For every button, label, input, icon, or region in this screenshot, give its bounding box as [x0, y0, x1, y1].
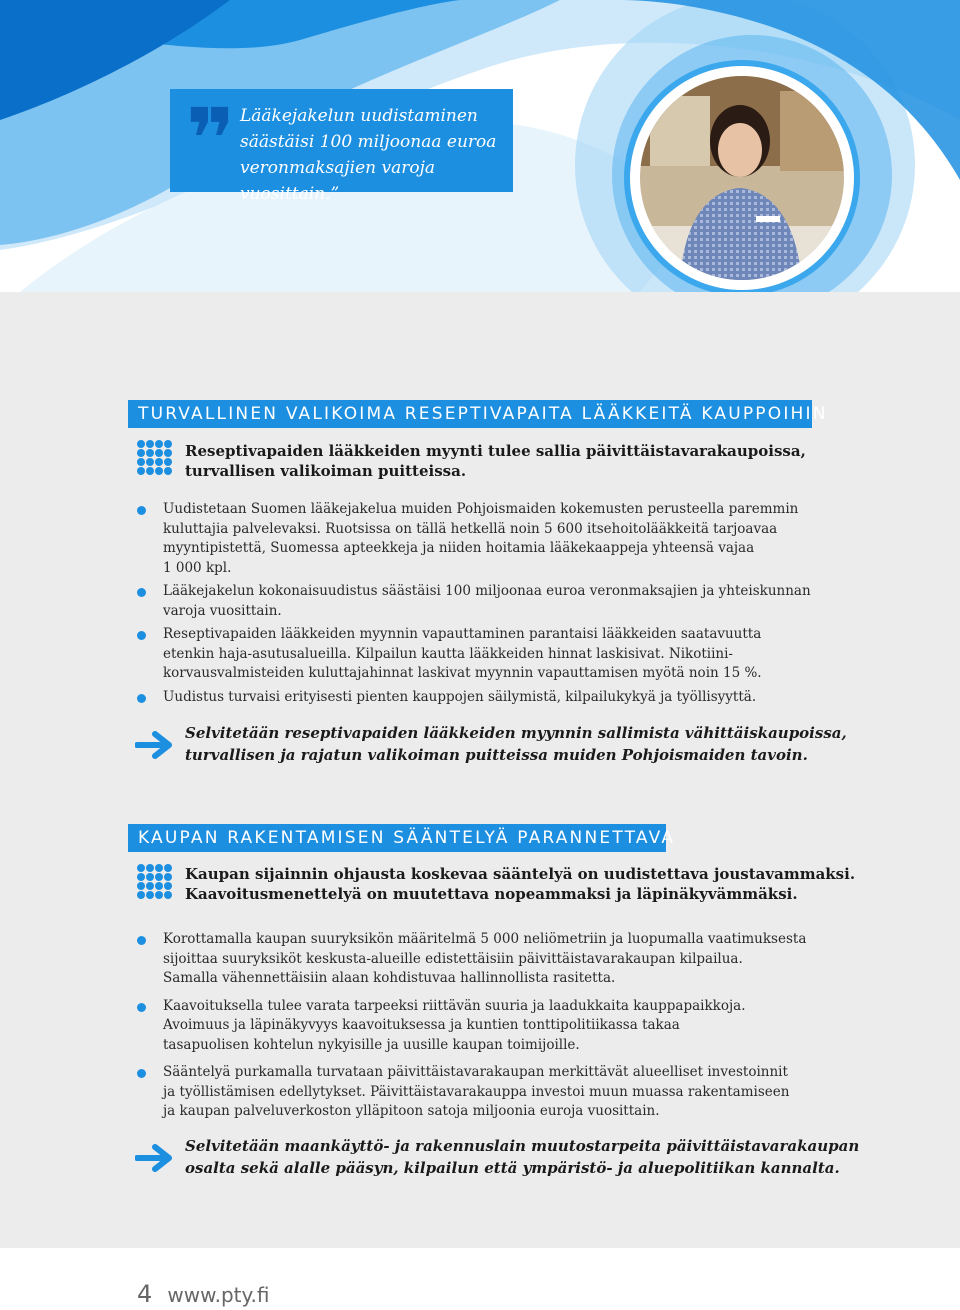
- section-heading: KAUPAN RAKENTAMISEN SÄÄNTELYÄ PARANNETTAVA: [128, 824, 666, 852]
- bullet-icon: [137, 1003, 146, 1012]
- bullet-icon: [137, 588, 146, 597]
- list-item: Sääntelyä purkamalla turvataan päivittäistavarakaupan merkittävät alueelliset investoinnit ja työllistämisen edellytykset. Päivittäistavarakauppa investoi muun muassa rakentamiseen ja kaupan palveluverkoston ylläpitoon satoja miljoonia euroja vuosittain.: [137, 1063, 857, 1122]
- section-conclusion: Selvitetään reseptivapaiden lääkkeiden myynnin sallimista vähittäiskaupoissa, turvallisen ja rajatun valikoiman puitteissa muiden Pohjoismaiden tavoin.: [185, 724, 847, 764]
- section-heading: TURVALLINEN VALIKOIMA RESEPTIVAPAITA LÄÄKKEITÄ KAUPPOIHIN: [128, 400, 812, 428]
- bullet-icon: [137, 506, 146, 515]
- list-item: Uudistetaan Suomen lääkejakelua muiden Pohjoismaiden kokemusten perusteella paremmin kuluttajia palvelevaksi. Ruotsissa on tällä hetkellä noin 5 600 itsehoitolääkkeitä tarjoavaa myyntipistettä, Suomessa apteekkeja ja niiden hoitamia lääkekaappeja yhteensä vajaa 1 000 kpl.: [137, 500, 857, 578]
- bullet-icon: [137, 936, 146, 945]
- list-item: Kaavoituksella tulee varata tarpeeksi riittävän suuria ja laadukkaita kauppapaikkoja. Avoimuus ja läpinäkyvyys kaavoituksessa ja kuntien tonttipolitiikassa takaa tasapuolisen kohtelun nykyisille ja uusille kaupan toimijoille.: [137, 997, 857, 1056]
- quote-mark-icon: ❞: [186, 90, 236, 188]
- bullet-list: [137, 930, 857, 1122]
- arrow-right-icon: [135, 1144, 175, 1172]
- section-lead: Reseptivapaiden lääkkeiden myynti tulee sallia päivittäistavarakaupoissa, turvallisen valikoiman puitteissa.: [185, 442, 806, 480]
- bullet-icon: [137, 694, 146, 703]
- pull-quote-text: Lääkejakelun uudistaminen säästäisi 100 miljoonaa euroa veronmaksajien varoja vuosittain.”: [240, 106, 497, 204]
- list-item: Reseptivapaiden lääkkeiden myynnin vapauttaminen parantaisi lääkkeiden saatavuutta etenkin haja-asutusalueilla. Kilpailun kautta lääkkeiden hinnat laskisivat. Nikotiini- korvausvalmisteiden kuluttajahinnat laskivat myynnin vapauttamisen myötä noin 15 %.: [137, 625, 857, 684]
- dot-grid-icon: [137, 440, 173, 476]
- hero-banner: [0, 0, 960, 292]
- dot-grid-icon: [137, 864, 173, 900]
- list-item: Lääkejakelun kokonaisuudistus säästäisi 100 miljoonaa euroa veronmaksajien ja yhteiskunnan varoja vuosittain.: [137, 582, 857, 621]
- bullet-icon: [137, 1069, 146, 1078]
- portrait-image: [640, 76, 844, 280]
- website-link[interactable]: www.pty.fi: [167, 1283, 270, 1307]
- section-conclusion: Selvitetään maankäyttö- ja rakennuslain muutostarpeita päivittäistavarakaupan osalta sekä alalle pääsyn, kilpailun että ympäristö- ja aluepolitiikan kannalta.: [185, 1137, 860, 1177]
- list-item: Korottamalla kaupan suuryksikön määritelmä 5 000 neliömetriin ja luopumalla vaatimuksesta sijoittaa suuryksiköt keskusta-alueille edistettäisiin päivittäistavarakaupan kilpailua. Samalla vähennettäisiin alaan kohdistuvaa hallinnollista rasitetta.: [137, 930, 857, 989]
- portrait-photo: [630, 66, 854, 290]
- arrow-right-icon: [135, 731, 175, 759]
- section-lead: Kaupan sijainnin ohjausta koskevaa sääntelyä on uudistettava joustavammaksi. Kaavoitusmenettelyä on muutettava nopeammaksi ja läpinäkyvämmäksi.: [185, 865, 856, 903]
- bullet-list: [137, 500, 857, 707]
- page-footer: [137, 1280, 269, 1308]
- bullet-icon: [137, 631, 146, 640]
- pull-quote: [170, 89, 513, 204]
- list-item: Uudistus turvaisi erityisesti pienten kauppojen säilymistä, kilpailukykyä ja työllisyyttä.: [137, 688, 857, 708]
- page-number: 4: [137, 1280, 153, 1308]
